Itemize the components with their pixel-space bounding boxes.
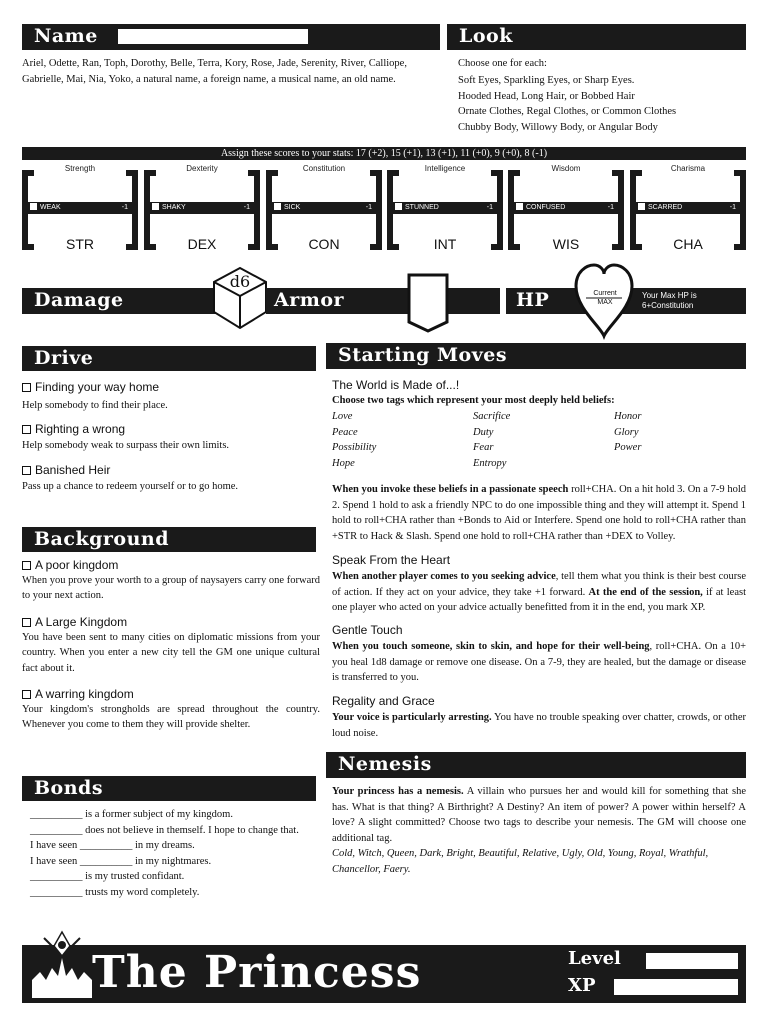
move-trigger: At the end of the session, bbox=[588, 586, 703, 598]
nemesis-text bbox=[332, 784, 746, 846]
name-header bbox=[22, 24, 440, 50]
stat-abbr: INT bbox=[433, 236, 457, 252]
move-touch bbox=[332, 623, 746, 686]
belief-tag[interactable]: Possibility bbox=[332, 442, 377, 454]
debility-checkbox[interactable] bbox=[395, 203, 402, 210]
drive-options bbox=[22, 380, 318, 494]
move-body: , roll+CHA. On a 10+ you heal 1d8 damage or remove one disease. On a 7-9, they are healed, but the damage or disease is transferred to you. bbox=[332, 641, 746, 684]
debility-modifier: -1 bbox=[607, 204, 614, 211]
move-name: The World is Made of...! bbox=[332, 378, 460, 392]
armor-shield-icon[interactable] bbox=[406, 272, 450, 334]
debility-checkbox[interactable] bbox=[152, 203, 159, 210]
move-heart bbox=[332, 553, 746, 616]
bond-line[interactable]: __________ trusts my word completely. bbox=[30, 886, 200, 898]
bond-line[interactable]: __________ is my trusted confidant. bbox=[30, 871, 185, 883]
move-regality-text bbox=[332, 710, 746, 741]
checkbox[interactable] bbox=[22, 690, 31, 699]
background-option-desc: Your kingdom's strongholds are spread throughout the country. Whenever you come to them they will provide shelter. bbox=[22, 704, 320, 731]
stat-con[interactable] bbox=[264, 160, 384, 256]
background-title: Background bbox=[34, 528, 169, 550]
belief-tag[interactable]: Love bbox=[332, 411, 353, 422]
look-line[interactable]: Soft Eyes, Sparkling Eyes, or Sharp Eyes. bbox=[458, 74, 635, 86]
background-options bbox=[22, 558, 320, 733]
look-options bbox=[458, 56, 748, 136]
belief-tag[interactable]: Duty bbox=[473, 426, 494, 438]
stat-cha[interactable] bbox=[628, 160, 748, 256]
move-body: if at least one player who acted on your advice actually benefitted from it in the end, you mark XP. bbox=[332, 586, 746, 614]
bonds-header bbox=[22, 776, 316, 801]
look-intro: Choose one for each: bbox=[458, 58, 547, 69]
look-line[interactable]: Chubby Body, Willowy Body, or Angular Body bbox=[458, 122, 658, 134]
crown-logo-icon bbox=[30, 928, 94, 1000]
stat-str[interactable] bbox=[20, 160, 140, 256]
move-trigger: When you touch someone, skin to skin, and hope for their well-being bbox=[332, 641, 650, 652]
checkbox[interactable] bbox=[22, 466, 31, 475]
checkbox[interactable] bbox=[22, 383, 31, 392]
damage-bar bbox=[22, 288, 217, 314]
move-heart-text bbox=[332, 569, 746, 616]
look-line[interactable]: Ornate Clothes, Regal Clothes, or Common Clothes bbox=[458, 106, 677, 118]
damage-label: Damage bbox=[34, 289, 124, 311]
look-title: Look bbox=[459, 25, 513, 47]
checkbox[interactable] bbox=[22, 561, 31, 570]
nemesis-header bbox=[326, 752, 746, 778]
level-field[interactable] bbox=[646, 953, 738, 969]
bond-line[interactable]: I have seen __________ in my dreams. bbox=[30, 840, 195, 852]
belief-tag[interactable]: Hope bbox=[332, 457, 355, 469]
class-name: The Princess bbox=[92, 947, 422, 998]
background-header bbox=[22, 527, 316, 552]
stat-name: Strength bbox=[64, 164, 96, 173]
move-world bbox=[332, 378, 746, 408]
nemesis-trigger: Your princess has a nemesis. bbox=[332, 786, 464, 797]
nemesis-title: Nemesis bbox=[338, 753, 432, 775]
move-trigger: When you invoke these beliefs in a passionate speech bbox=[332, 484, 569, 495]
move-trigger: When another player comes to you seeking advice bbox=[332, 571, 556, 582]
debility-checkbox[interactable] bbox=[516, 203, 523, 210]
debility-modifier: -1 bbox=[365, 204, 372, 211]
debility-checkbox[interactable] bbox=[274, 203, 281, 210]
stat-wis[interactable] bbox=[506, 160, 626, 256]
checkbox[interactable] bbox=[22, 425, 31, 434]
nemesis-body: A villain who pursues her and would kill for something that she has. What is that thing? A Birthright? A Destiny? An item of power? A power within herself? A love? A slight committed? Choose two tags to describe your nemesis. The GM will choose one additional tag. bbox=[332, 786, 746, 844]
stats-instruction: Assign these scores to your stats: 17 (+2), 15 (+1), 13 (+1), 11 (+0), 9 (+0), 8 (-1) bbox=[22, 147, 746, 160]
debility-name: SHAKY bbox=[162, 204, 186, 211]
move-trigger: Your voice is particularly arresting. bbox=[332, 712, 492, 723]
belief-tag[interactable]: Sacrifice bbox=[473, 411, 511, 422]
stat-name: Charisma bbox=[670, 164, 706, 173]
debility-modifier: -1 bbox=[486, 204, 493, 211]
bond-line[interactable]: I have seen __________ in my nightmares. bbox=[30, 855, 212, 867]
move-body: You have no trouble speaking over chatter, crowds, or other loud noise. bbox=[332, 712, 746, 739]
stat-name: Dexterity bbox=[186, 164, 218, 173]
damage-die: d6 bbox=[229, 272, 251, 291]
drive-option-name: Righting a wrong bbox=[35, 422, 126, 437]
debility-checkbox[interactable] bbox=[30, 203, 37, 210]
belief-tag[interactable]: Honor bbox=[614, 411, 642, 422]
stat-name: Constitution bbox=[302, 164, 346, 173]
background-option[interactable] bbox=[22, 615, 320, 629]
armor-label: Armor bbox=[274, 289, 345, 311]
debility-modifier: -1 bbox=[121, 204, 128, 211]
look-line[interactable]: Hooded Head, Long Hair, or Bobbed Hair bbox=[458, 90, 635, 102]
debility-name: STUNNED bbox=[405, 204, 439, 211]
belief-tags-col1 bbox=[332, 409, 376, 471]
xp-label: XP bbox=[568, 975, 596, 996]
move-touch-text bbox=[332, 639, 746, 686]
drive-title: Drive bbox=[34, 347, 94, 369]
belief-tag[interactable]: Glory bbox=[614, 426, 639, 438]
belief-tags-col3 bbox=[614, 409, 641, 456]
drive-option-desc: Help somebody weak to surpass their own limits. bbox=[22, 440, 230, 452]
drive-option-desc: Pass up a chance to redeem yourself or to go home. bbox=[22, 480, 239, 492]
move-name: Regality and Grace bbox=[332, 694, 435, 708]
bonds-list bbox=[30, 807, 326, 901]
drive-option-name: Banished Heir bbox=[35, 462, 111, 477]
debility-name: SICK bbox=[284, 204, 301, 211]
background-option-name: A poor kingdom bbox=[35, 558, 119, 572]
stat-dex[interactable] bbox=[142, 160, 262, 256]
nemesis-tags[interactable]: Cold, Witch, Queen, Dark, Bright, Beautiful, Relative, Ugly, Old, Young, Royal, Wrathful, Chancellor, Faery. bbox=[332, 848, 709, 875]
bond-line[interactable]: __________ does not believe in themself. I hope to change that. bbox=[30, 824, 299, 836]
move-world-text bbox=[332, 482, 746, 544]
debility-bar[interactable] bbox=[393, 202, 497, 214]
stat-abbr: DEX bbox=[187, 236, 217, 252]
bonds-title: Bonds bbox=[34, 777, 104, 799]
debility-checkbox[interactable] bbox=[638, 203, 645, 210]
debility-name: WEAK bbox=[40, 204, 61, 211]
stat-abbr: CON bbox=[308, 236, 340, 252]
background-option[interactable] bbox=[22, 687, 320, 701]
background-option-desc: When you prove your worth to a group of naysayers carry one forward to your next action. bbox=[22, 575, 320, 602]
hp-label: HP bbox=[516, 289, 550, 311]
background-option-name: A Large Kingdom bbox=[35, 614, 128, 629]
hp-current: Current bbox=[593, 290, 617, 297]
checkbox[interactable] bbox=[22, 618, 31, 627]
xp-field[interactable] bbox=[614, 979, 738, 995]
moves-title: Starting Moves bbox=[338, 344, 508, 366]
debility-bar[interactable] bbox=[28, 202, 132, 214]
move-body: roll+CHA. On a hit hold 3. On a 7-9 hold 2. Spend 1 hold to ask a friendly NPC to do one impossible thing and they will attempt it. Spend 1 hold to roll+CHA rather than +Bonds to Aid or Interfere. Spend one hold to roll+CHA rather than +STR to Hack & Slash. Spend one hold to roll+CHA rather than +DEX to Volley. bbox=[332, 484, 747, 542]
stat-abbr: STR bbox=[66, 236, 94, 252]
stat-abbr: CHA bbox=[673, 236, 703, 252]
debility-bar[interactable] bbox=[636, 202, 740, 214]
drive-option[interactable] bbox=[22, 380, 318, 394]
level-label: Level bbox=[568, 948, 621, 969]
belief-tag[interactable]: Fear bbox=[473, 442, 494, 454]
name-field[interactable] bbox=[118, 29, 308, 44]
hp-max: MAX bbox=[597, 299, 613, 306]
background-option-desc: You have been sent to many cities on diplomatic missions from your country. When you enter a new city tell the GM one unique cultural fact about it. bbox=[22, 631, 320, 674]
moves-header bbox=[326, 343, 746, 369]
stat-name: Intelligence bbox=[424, 164, 466, 173]
stat-name: Wisdom bbox=[551, 164, 581, 173]
look-header bbox=[447, 24, 746, 50]
drive-option[interactable] bbox=[22, 422, 318, 436]
debility-name: CONFUSED bbox=[526, 204, 566, 211]
move-name: Speak From the Heart bbox=[332, 553, 451, 567]
drive-option-desc: Help somebody to find their place. bbox=[22, 400, 168, 411]
debility-bar[interactable] bbox=[514, 202, 618, 214]
belief-tag[interactable]: Entropy bbox=[473, 457, 507, 469]
background-option-name: A warring kingdom bbox=[35, 687, 134, 702]
background-option[interactable] bbox=[22, 558, 320, 572]
belief-tags-col2 bbox=[473, 409, 510, 471]
belief-tag[interactable]: Peace bbox=[332, 426, 358, 438]
drive-option-name: Finding your way home bbox=[35, 380, 160, 394]
bond-line[interactable]: __________ is a former subject of my kingdom. bbox=[30, 809, 233, 820]
move-name: Gentle Touch bbox=[332, 623, 403, 637]
move-body: , tell them what you think is their best course of action. If they act on your advice, they take +1 forward. bbox=[332, 571, 747, 598]
stat-abbr: WIS bbox=[552, 236, 580, 252]
drive-option[interactable] bbox=[22, 463, 318, 477]
move-instruction: Choose two tags which represent your most deeply held beliefs: bbox=[332, 395, 615, 406]
debility-modifier: -1 bbox=[243, 204, 250, 211]
drive-header bbox=[22, 346, 316, 371]
name-title: Name bbox=[34, 25, 98, 47]
belief-tag[interactable]: Power bbox=[614, 442, 642, 454]
armor-bar bbox=[266, 288, 500, 314]
debility-modifier: -1 bbox=[729, 204, 736, 211]
stat-int[interactable] bbox=[385, 160, 505, 256]
name-list: Ariel, Odette, Ran, Toph, Dorothy, Belle, Terra, Kory, Rose, Jade, Serenity, River, Calliope, Gabrielle, Mai, Nia, Yoko, a natural name, a foreign name, a musical name, an old name. bbox=[22, 58, 407, 85]
debility-name: SCARRED bbox=[648, 204, 683, 211]
debility-bar[interactable] bbox=[150, 202, 254, 214]
move-regality bbox=[332, 694, 746, 741]
hp-note: Your Max HP is 6+Constitution bbox=[642, 291, 697, 310]
debility-bar[interactable] bbox=[272, 202, 376, 214]
